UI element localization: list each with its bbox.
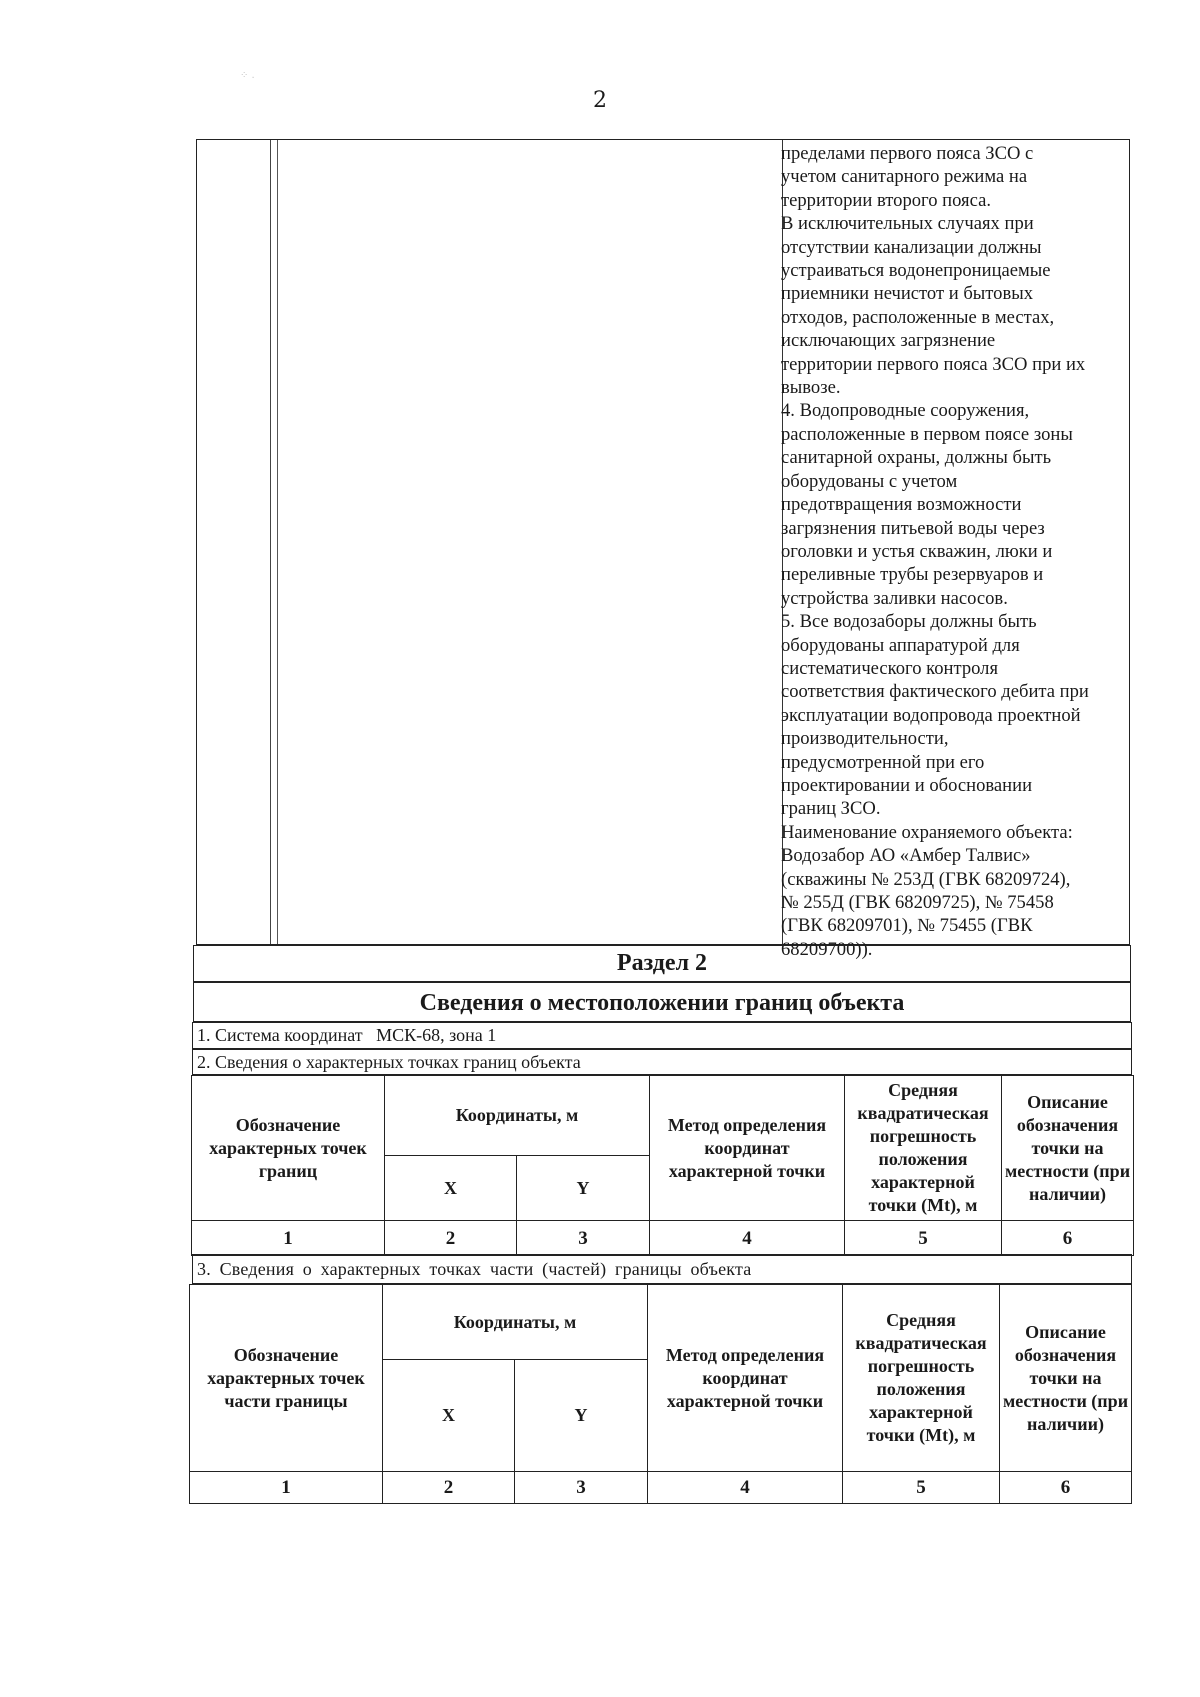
text-line: приемники нечистот и бытовых — [781, 283, 1034, 305]
header-designation: Обозначение характерных точек границ — [192, 1076, 385, 1221]
text-line: Наименование охраняемого объекта: — [781, 821, 1073, 843]
text-line: эксплуатации водопровода проектной — [781, 704, 1081, 726]
text-line: проектировании и обосновании — [781, 774, 1033, 796]
text-line: отсутствии канализации должны — [781, 236, 1042, 258]
column-number: 5 — [845, 1221, 1002, 1256]
header-method: Метод определения координат характерной точки — [650, 1076, 845, 1221]
column-number: 2 — [383, 1472, 515, 1504]
header-x: X — [385, 1156, 517, 1221]
text-line: производительности, — [781, 728, 949, 750]
text-line: 68209700)). — [781, 938, 873, 960]
column-number: 3 — [517, 1221, 650, 1256]
header-x: X — [383, 1360, 515, 1472]
text-line: границ ЗСО. — [781, 798, 881, 820]
text-line: Водозабор АО «Амбер Талвис» — [781, 845, 1031, 867]
text-line: отходов, расположенные в местах, — [781, 306, 1055, 328]
text-line: расположенные в первом поясе зоны — [781, 423, 1073, 445]
text-line: территории первого пояса ЗСО при их — [781, 353, 1086, 375]
column-number: 6 — [1000, 1472, 1132, 1504]
text-line: оборудованы с учетом — [781, 470, 958, 492]
text-line: В исключительных случаях при — [781, 213, 1034, 235]
text-line: оборудованы аппаратурой для — [781, 634, 1020, 656]
text-line: (ГВК 68209701), № 75455 (ГВК — [781, 915, 1033, 937]
header-method: Метод определения координат характерной точки — [648, 1285, 843, 1472]
header-description: Описание обозначения точки на местности (при наличии) — [1000, 1285, 1132, 1472]
header-error: Средняя квадратическая погрешность положения характерной точки (Mt), м — [843, 1285, 1000, 1472]
text-line: переливные трубы резервуаров и — [781, 564, 1044, 586]
column-divider — [270, 140, 271, 944]
text-line: санитарной охраны, должны быть — [781, 447, 1052, 469]
coordinate-system-value: МСК-68, зона 1 — [376, 1025, 497, 1045]
column-divider — [277, 140, 278, 944]
section-subtitle: Сведения о местоположении границ объекта — [193, 982, 1131, 1022]
column-number: 5 — [843, 1472, 1000, 1504]
column-number: 4 — [648, 1472, 843, 1504]
column-number: 3 — [515, 1472, 648, 1504]
text-line: предусмотренной при его — [781, 751, 985, 773]
column-number: 2 — [385, 1221, 517, 1256]
header-designation: Обозначение характерных точек части границы — [190, 1285, 383, 1472]
scan-noise: ⁘ . — [240, 70, 255, 81]
column-number: 1 — [190, 1472, 383, 1504]
text-line: вывозе. — [781, 377, 841, 399]
text-line: устраиваться водонепроницаемые — [781, 260, 1051, 282]
header-coordinates: Координаты, м — [383, 1285, 648, 1360]
coordinate-system-row — [192, 1022, 1132, 1049]
column-number: 6 — [1002, 1221, 1134, 1256]
requirements-text — [781, 142, 1127, 961]
text-line: устройства заливки насосов. — [781, 587, 1008, 609]
boundary-part-points-table — [189, 1284, 1132, 1504]
page-number: 2 — [593, 88, 607, 113]
table1-title: 2. Сведения о характерных точках границ объекта — [192, 1049, 1132, 1075]
column-number: 4 — [650, 1221, 845, 1256]
text-line: исключающих загрязнение — [781, 330, 996, 352]
section-title: Раздел 2 — [193, 945, 1131, 982]
continuation-table — [196, 139, 1130, 960]
boundary-points-table — [191, 1075, 1134, 1256]
text-line: пределами первого пояса ЗСО с — [781, 143, 1034, 164]
text-line: оголовки и устья скважин, люки и — [781, 540, 1053, 562]
column-number: 1 — [192, 1221, 385, 1256]
coordinate-system-label: 1. Система координат — [197, 1025, 363, 1045]
text-line: 5. Все водозаборы должны быть — [781, 611, 1037, 633]
text-line: загрязнения питьевой воды через — [781, 517, 1045, 539]
text-line: учетом санитарного режима на — [781, 166, 1028, 188]
header-y: Y — [515, 1360, 648, 1472]
header-description: Описание обозначения точки на местности (при наличии) — [1002, 1076, 1134, 1221]
header-coordinates: Координаты, м — [385, 1076, 650, 1156]
header-error: Средняя квадратическая погрешность положения характерной точки (Mt), м — [845, 1076, 1002, 1221]
text-line: 4. Водопроводные сооружения, — [781, 400, 1030, 422]
text-line: соответствия фактического дебита при — [781, 681, 1089, 703]
text-line: предотвращения возможности — [781, 494, 1022, 516]
table2-title: 3. Сведения о характерных точках части (частей) границы объекта — [192, 1254, 1132, 1284]
text-line: № 255Д (ГВК 68209725), № 75458 — [781, 892, 1054, 913]
header-y: Y — [517, 1156, 650, 1221]
text-line: территории второго пояса. — [781, 189, 991, 211]
text-line: систематического контроля — [781, 657, 999, 679]
text-line: (скважины № 253Д (ГВК 68209724), — [781, 868, 1071, 890]
